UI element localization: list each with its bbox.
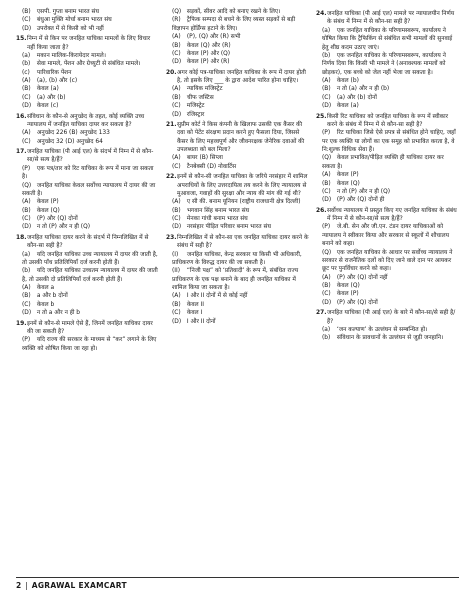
question-number: 27. bbox=[316, 310, 327, 317]
question bbox=[166, 234, 309, 251]
option-label: (B) bbox=[172, 207, 181, 214]
option-label: (C) bbox=[172, 163, 181, 170]
option-label: (B) bbox=[22, 293, 31, 300]
answer-option bbox=[166, 223, 309, 231]
option-text: केवल प्रभावित/पीड़ित व्यक्ति ही याचिका दायर कर सकता है। bbox=[322, 155, 444, 170]
option-label: (B) bbox=[172, 94, 181, 101]
answer-option bbox=[166, 94, 309, 102]
option-label: (D) bbox=[172, 59, 182, 66]
question-text: निम्नलिखित में से कौन-सा एक जनहित याचिका दायर करने के संबंध में सही है? bbox=[177, 234, 309, 250]
option-label: (D) bbox=[172, 224, 182, 231]
question-text: इनमें से कौन-सी जनहित याचिका के जरिये नरसंहार में शामिल अपराधियों के लिए उत्तरदायित्व तय करने के लिए न्यायालय से मुआवजा, गवाहों की सुरक्षा और न्याय की मांग की गई थी? bbox=[177, 174, 308, 197]
option-text: जनहित याचिका, केन्द्र सरकार या किसी भी अधिकारी, प्राधिकरण के विरुद्ध दायर की जा सकती है। bbox=[172, 251, 302, 266]
question-text: सुप्रीम कोर्ट ने किस कंपनी के खिलाफ उसकी एक कैंसर की दवा को पेटेंट संरक्षण प्रदान करने हुए फैसला दिया, जिससे कैंसर के लिए महत्त्वपूर्ण और जीवनरक्षक जेनेरिक दवाओं की उपलब्धता को बल मिला? bbox=[177, 121, 305, 153]
option-label: (B) bbox=[322, 283, 331, 289]
option-text: केवल I bbox=[186, 310, 203, 317]
question bbox=[16, 113, 159, 130]
option-label: (b) bbox=[322, 335, 331, 342]
answer-option bbox=[316, 171, 459, 179]
option-text: केवल (a) bbox=[336, 103, 359, 110]
question-text: अगर कोई पत्र-याचिका जनहित याचिका के रूप में दायर होती है, तो इसके लिए ___ के द्वारा आदेश पारित होना चाहिए। bbox=[177, 69, 306, 84]
question-number: 23. bbox=[166, 234, 177, 241]
answer-option bbox=[316, 94, 459, 102]
option-text: सड़कों, सीवर आदि को बनाए रखने के लिए। bbox=[186, 9, 281, 15]
question-head bbox=[166, 121, 309, 155]
question-number: 24. bbox=[316, 11, 327, 17]
option-text: (P) और (Q) दोनों नहीं bbox=[336, 274, 388, 281]
answer-option bbox=[316, 129, 459, 154]
option-text: एक पत्र/तार को रिट याचिका के रूप में माना जा सकता है। bbox=[22, 165, 154, 181]
question bbox=[166, 69, 309, 86]
option-label: (b) bbox=[22, 61, 31, 68]
option-text: अनुच्छेद 226 (B) अनुच्छेद 133 bbox=[36, 130, 110, 137]
option-label: (A) bbox=[172, 199, 181, 206]
option-label: (B) bbox=[322, 180, 331, 187]
option-text: बायर (B) सिप्ला bbox=[186, 155, 223, 162]
option-text: सेवा मामले, पेंशन और ग्रेच्युटी से संबंधित मामले। bbox=[36, 61, 141, 68]
answer-option bbox=[316, 85, 459, 93]
answer-option bbox=[16, 60, 159, 68]
option-label: (A) bbox=[172, 34, 181, 41]
option-label: (C) bbox=[22, 138, 31, 145]
answer-option bbox=[16, 223, 159, 231]
option-text: केवल (Q) bbox=[336, 180, 360, 187]
answer-option bbox=[166, 50, 309, 58]
question-head bbox=[16, 35, 159, 52]
column-3 bbox=[316, 8, 459, 343]
option-label: (D) bbox=[22, 224, 32, 231]
option-label: (B) bbox=[22, 9, 31, 15]
option-label: (C) bbox=[172, 50, 181, 57]
option-text: केवल (Q) और (R) bbox=[186, 42, 231, 49]
option-text: केवल (b) bbox=[336, 78, 359, 84]
answer-option bbox=[166, 301, 309, 309]
answer-option bbox=[16, 336, 159, 353]
option-label: (D) bbox=[172, 111, 182, 118]
option-label: (A) bbox=[22, 285, 31, 291]
option-label: (a) bbox=[322, 326, 331, 333]
answer-option bbox=[166, 198, 309, 206]
answer-option bbox=[166, 16, 309, 33]
option-label: (A) bbox=[22, 199, 31, 206]
option-label: (Q) bbox=[322, 155, 332, 162]
answer-option bbox=[16, 16, 159, 24]
option-text: मकान मालिक-किरायेदार मामले। bbox=[36, 52, 106, 59]
option-text: I और II दोनों bbox=[186, 318, 216, 325]
option-text: केवल (Q) bbox=[336, 283, 360, 289]
option-label: (II) bbox=[172, 268, 181, 275]
question-text: जनहित याचिका (पी आई एल) के संदर्भ में निम्न में से कौन-सा/से सत्य है/हैं? bbox=[27, 149, 154, 164]
answer-option bbox=[166, 154, 309, 162]
option-text: न तो (a) और न ही (b) bbox=[336, 86, 390, 93]
answer-option bbox=[16, 267, 159, 284]
option-text: केवल (a) bbox=[36, 86, 59, 93]
answer-option bbox=[316, 102, 459, 110]
answer-option bbox=[16, 251, 159, 268]
answer-option bbox=[166, 33, 309, 41]
question-head bbox=[16, 148, 159, 165]
answer-option bbox=[16, 52, 159, 60]
option-text: केवल (P) और (R) bbox=[186, 59, 230, 66]
question-head bbox=[166, 173, 309, 198]
question-head bbox=[16, 234, 159, 251]
answer-option bbox=[16, 77, 159, 85]
answer-option bbox=[16, 284, 159, 292]
option-text: केवल b bbox=[36, 301, 55, 308]
option-text: ट्रैफिक सम्पदा से बचने के लिए व्यस्त सड़कों से बड़ी विज्ञापन होर्डिंग्स हटाने के लिए। bbox=[172, 17, 296, 32]
answer-option bbox=[166, 163, 309, 171]
answer-option bbox=[166, 58, 309, 66]
option-text: (P) और (Q) दोनों ही bbox=[336, 197, 385, 204]
option-text: यदि राज्य की सरकार के माध्यम से “कर” लगाने के लिए व्यक्ति को शोषित किया जा रहा हो। bbox=[22, 337, 157, 352]
option-label: (C) bbox=[172, 216, 181, 222]
option-text: एसपी. गुप्ता बनाम भारत संघ bbox=[36, 9, 99, 15]
option-text: न तो a और न ही b bbox=[36, 310, 80, 317]
answer-option bbox=[16, 138, 159, 146]
question-text: इनमें से कौन-से मामले ऐसे हैं, जिनमें जनहित याचिका दायर की जा सकती है? bbox=[27, 320, 153, 335]
answer-option bbox=[16, 198, 159, 206]
column-2 bbox=[166, 8, 309, 326]
option-label: (A) bbox=[322, 172, 331, 179]
option-text: न तो (P) और न ही (Q) bbox=[36, 224, 91, 231]
question-number: 20. bbox=[166, 69, 177, 76]
option-label: (a) bbox=[22, 251, 31, 258]
option-label: (C) bbox=[172, 310, 181, 317]
option-label: (P) bbox=[22, 165, 31, 172]
question bbox=[16, 320, 159, 337]
option-label: (B) bbox=[172, 301, 181, 308]
answer-option bbox=[16, 25, 159, 33]
question-number: 22. bbox=[166, 174, 177, 181]
option-text: रजिस्ट्रार bbox=[186, 111, 205, 118]
answer-option bbox=[16, 292, 159, 300]
option-label: (P) bbox=[22, 337, 31, 344]
option-text: भगवान सिंह बनाम भारत संघ bbox=[186, 207, 250, 214]
answer-option bbox=[316, 326, 459, 334]
answer-option bbox=[16, 129, 159, 137]
option-text: मजिस्ट्रेट bbox=[186, 103, 205, 110]
option-label: (I) bbox=[172, 251, 179, 258]
question-head bbox=[166, 69, 309, 86]
option-label: (R) bbox=[172, 17, 181, 24]
answer-option bbox=[316, 290, 459, 298]
page-number: 2 bbox=[16, 581, 22, 590]
option-label: (D) bbox=[22, 25, 32, 32]
option-text: पारिवारिक पेंशन bbox=[36, 69, 72, 76]
question-number: 19. bbox=[16, 320, 27, 327]
answer-option bbox=[316, 188, 459, 196]
option-label: (D) bbox=[322, 299, 332, 306]
option-text: एक जनहित याचिका के आधार पर सर्वोच्च न्यायालय ने सरकार से राजनैतिक दलों को दिए जाने वाले दान पर आयकर छूट पर पुनर्विचार करने को कहा। bbox=[322, 249, 453, 273]
option-label: (A) bbox=[172, 86, 181, 93]
answer-option bbox=[316, 27, 459, 52]
option-label: (a) bbox=[322, 27, 331, 34]
option-label: (A) bbox=[322, 78, 331, 84]
answer-option bbox=[316, 282, 459, 290]
option-label: (C) bbox=[322, 188, 331, 195]
question bbox=[166, 173, 309, 198]
option-label: (b) bbox=[22, 268, 31, 275]
option-text: केवल (P) bbox=[336, 172, 359, 179]
answer-option bbox=[316, 334, 459, 342]
option-text: न तो (P) और न ही (Q) bbox=[336, 188, 391, 195]
option-text: केवल (P) और (Q) bbox=[186, 50, 231, 57]
option-label: (B) bbox=[322, 86, 331, 93]
option-label: (C) bbox=[22, 17, 31, 24]
option-text: (a) और (b) दोनों bbox=[336, 94, 377, 101]
column-1 bbox=[16, 8, 159, 353]
option-label: (D) bbox=[22, 310, 32, 317]
option-text: न्यायिक मजिस्ट्रेट bbox=[186, 86, 223, 93]
answer-option bbox=[316, 196, 459, 204]
question-number: 15. bbox=[16, 36, 27, 43]
answer-option bbox=[16, 85, 159, 93]
option-text: केवल a bbox=[36, 285, 55, 291]
option-text: केवल (P) bbox=[36, 199, 59, 206]
question bbox=[16, 148, 159, 165]
option-text: केवल II bbox=[186, 301, 205, 308]
question-number: 26. bbox=[316, 207, 327, 214]
answer-option bbox=[166, 42, 309, 50]
answer-option bbox=[316, 77, 459, 85]
page-footer bbox=[16, 577, 459, 590]
option-label: (A) bbox=[172, 155, 181, 162]
question-head bbox=[316, 113, 459, 130]
option-text: यदि जनहित याचिका उच्चतम न्यायालय में दायर की जाती है, तो उसकी दो प्रतिलिपियाँ दर्ज करनी होती हैं। bbox=[22, 268, 158, 283]
option-label: (C) bbox=[322, 291, 331, 298]
answer-option bbox=[166, 207, 309, 215]
option-text: जनहित याचिका केवल सर्वोच्च न्यायालय में दायर की जा सकती है। bbox=[22, 182, 156, 197]
option-text: जे.बी. सेन और जी.एन. टंडन दायर याचिकाओं को न्यायालय ने स्वीकार किया और सरकार से स्कूलों में शौचालय बनाने को कहा। bbox=[322, 224, 450, 248]
option-label: (C) bbox=[22, 94, 31, 101]
question-head bbox=[166, 234, 309, 251]
option-text: चीफ जस्टिस bbox=[186, 94, 214, 101]
answer-option bbox=[16, 215, 159, 223]
option-label: (D) bbox=[172, 318, 182, 325]
question-head bbox=[316, 207, 459, 224]
footer-separator: | bbox=[25, 581, 28, 590]
option-text: एक जनहित याचिका के परिणामस्वरूप, कार्यालय ने निर्णय दिया कि किसी भी मामले ने (अनावश्यक मामलों को छोड़कर), एक बच्चे को जेल नहीं भेजा जा सकता है। bbox=[322, 52, 446, 76]
question-text: जनहित याचिका (पी आई एल) के बारे में कौन-सा/से सही है/हैं? bbox=[327, 310, 456, 325]
answer-option bbox=[166, 318, 309, 326]
question bbox=[16, 234, 159, 251]
question-text: संविधान के कौन-से अनुच्छेद के तहत, कोई व्यक्ति उच्च न्यायालय में जनहित याचिका दायर कर सकता है? bbox=[27, 113, 145, 128]
answer-option bbox=[316, 223, 459, 248]
publisher-brand: AGRAWAL EXAMCART bbox=[31, 581, 127, 590]
option-label: (A) bbox=[322, 274, 331, 281]
answer-option bbox=[316, 52, 459, 77]
answer-option bbox=[316, 274, 459, 282]
option-text: नरसंहार पीड़ित परिवार बनाम भारत संघ bbox=[186, 224, 271, 231]
option-text: संविधान के प्रावधानों के उल्लंघन से जुड़ी जनहानि। bbox=[336, 335, 444, 342]
option-label: (P) bbox=[322, 224, 331, 231]
answer-option bbox=[16, 182, 159, 199]
question-text: जनहित याचिका (पी आई एल) मामले पर न्यायालयीन निर्णय के संबंध में निम्न में से कौन-सा सही है? bbox=[327, 11, 455, 26]
option-text: उपरोक्त में से किसी को भी नहीं bbox=[36, 25, 104, 32]
option-text: टैनबेक्सी (D) नोवार्टिस bbox=[186, 163, 237, 170]
option-label: (C) bbox=[22, 216, 31, 222]
answer-option bbox=[16, 8, 159, 16]
option-label: (A) bbox=[172, 293, 181, 300]
answer-option bbox=[316, 154, 459, 171]
option-text: ‘जन कल्याण’ के उल्लंघन से सम्बन्धित हो। bbox=[336, 326, 428, 333]
answer-option bbox=[166, 292, 309, 300]
question-head bbox=[16, 320, 159, 337]
option-text: केवल (Q) bbox=[36, 207, 60, 214]
option-label: (B) bbox=[22, 86, 31, 93]
option-text: I और II दोनों में से कोई नहीं bbox=[186, 293, 248, 300]
option-text: (a) और (b) bbox=[36, 94, 66, 101]
question bbox=[316, 207, 459, 224]
option-label: (D) bbox=[22, 103, 32, 110]
option-label: (C) bbox=[322, 94, 331, 101]
option-text: केवल (c) bbox=[36, 103, 59, 110]
option-text: रिट याचिका जिसे ऐसे प्रपत्र से संबंधित होने चाहिए, जहाँ पर एक व्यक्ति या लोगों का एक समूह को प्रभावित करता है, वे नि:शुल्क विधिक सेवा हैं। bbox=[322, 130, 456, 153]
option-text: “निजी पक्ष” को ‘प्रतिवादी’ के रूप में, संबंधित राज्य प्राधिकरण के एक पक्ष बनाने के बाद ही जनहित याचिका में शामिल किया जा सकता है। bbox=[172, 268, 299, 291]
option-text: एक जनहित याचिका के परिणामस्वरूप, कार्यालय ने घोषित किया कि ट्रैफिकिंग से संबंधित सभी मामलों की सुनवाई हेतु शीघ्र कदम उठाए जाएं। bbox=[322, 27, 453, 51]
question-number: 17. bbox=[16, 149, 27, 155]
question-number: 21. bbox=[166, 121, 177, 128]
answer-option bbox=[166, 215, 309, 223]
option-text: मेनका गांधी बनाम भारत संघ bbox=[186, 216, 248, 222]
answer-option bbox=[316, 180, 459, 188]
question-text: निम्न में से किन पर जनहित याचिका मामलों के लिए विचार नहीं किया जाता है? bbox=[27, 36, 151, 51]
question bbox=[316, 113, 459, 130]
option-text: (P), (Q) और (R) सभी bbox=[186, 34, 241, 41]
answer-option bbox=[316, 249, 459, 274]
answer-option bbox=[16, 309, 159, 317]
question-head bbox=[316, 10, 459, 27]
question bbox=[316, 10, 459, 27]
answer-option bbox=[316, 299, 459, 307]
question bbox=[166, 121, 309, 155]
option-text: (P) और (Q) दोनों bbox=[336, 299, 378, 306]
answer-option bbox=[166, 111, 309, 119]
option-label: (A) bbox=[22, 130, 31, 137]
question-text: जनहित याचिका दायर करने के संदर्भ में निम्नलिखित में से कौन-सा सही है? bbox=[27, 234, 149, 250]
option-text: केवल (P) bbox=[336, 291, 359, 298]
answer-option bbox=[166, 251, 309, 268]
option-label: (P) bbox=[322, 130, 331, 137]
option-label: (D) bbox=[322, 103, 332, 110]
option-label: (D) bbox=[322, 197, 332, 204]
option-label: (B) bbox=[22, 207, 31, 214]
option-text: ए सी की. बनाम यूनियन (राष्ट्रीय राजधानी क्षेत्र दिल्ली) bbox=[186, 199, 301, 206]
option-label: (Q) bbox=[172, 9, 182, 15]
question-number: 18. bbox=[16, 234, 27, 241]
question bbox=[16, 35, 159, 52]
option-text: यदि जनहित याचिका उच्च न्यायालय में दायर की जाती है, तो उसकी पाँच प्रतिलिपियाँ दर्ज करनी होती हैं। bbox=[22, 251, 158, 266]
option-label: (C) bbox=[22, 301, 31, 308]
answer-option bbox=[16, 301, 159, 309]
option-text: (P) और (Q) दोनों bbox=[36, 216, 78, 222]
answer-option bbox=[166, 102, 309, 110]
question-head bbox=[16, 113, 159, 130]
option-label: (a) bbox=[22, 52, 31, 59]
option-label: (C) bbox=[172, 103, 181, 110]
option-label: (Q) bbox=[322, 249, 332, 256]
question-number: 25. bbox=[316, 113, 327, 120]
option-text: a और b दोनों bbox=[36, 293, 68, 300]
answer-option bbox=[166, 8, 309, 16]
option-label: (B) bbox=[172, 42, 181, 49]
question bbox=[316, 309, 459, 326]
answer-option bbox=[166, 267, 309, 292]
answer-option bbox=[166, 85, 309, 93]
question-text: सर्वोच्च न्यायालय में प्रस्तुत किए गए जनहित याचिका के संबंध में निम्न में से कौन-सा/से सत्य है/हैं? bbox=[327, 207, 457, 222]
option-text: (a), (b) और (c) bbox=[36, 78, 78, 84]
question-number: 16. bbox=[16, 113, 27, 120]
option-text: बंधुआ मुक्ति मोर्चा बनाम भारत संघ bbox=[36, 17, 112, 24]
option-label: (c) bbox=[22, 69, 30, 76]
answer-option bbox=[16, 102, 159, 110]
option-label: (A) bbox=[22, 78, 31, 84]
answer-option bbox=[16, 69, 159, 77]
answer-option bbox=[16, 207, 159, 215]
answer-option bbox=[16, 165, 159, 182]
answer-option bbox=[166, 309, 309, 317]
question-text: किसी रिट याचिका को जनहित याचिका के रूप में स्वीकार करने के संबंध में निम्न में से कौन-सा सही है? bbox=[327, 113, 449, 128]
option-label: (Q) bbox=[22, 182, 32, 189]
option-text: अनुच्छेद 32 (D) अनुच्छेद 64 bbox=[36, 138, 103, 145]
option-label: (b) bbox=[322, 52, 331, 59]
answer-option bbox=[16, 94, 159, 102]
question-head bbox=[316, 309, 459, 326]
